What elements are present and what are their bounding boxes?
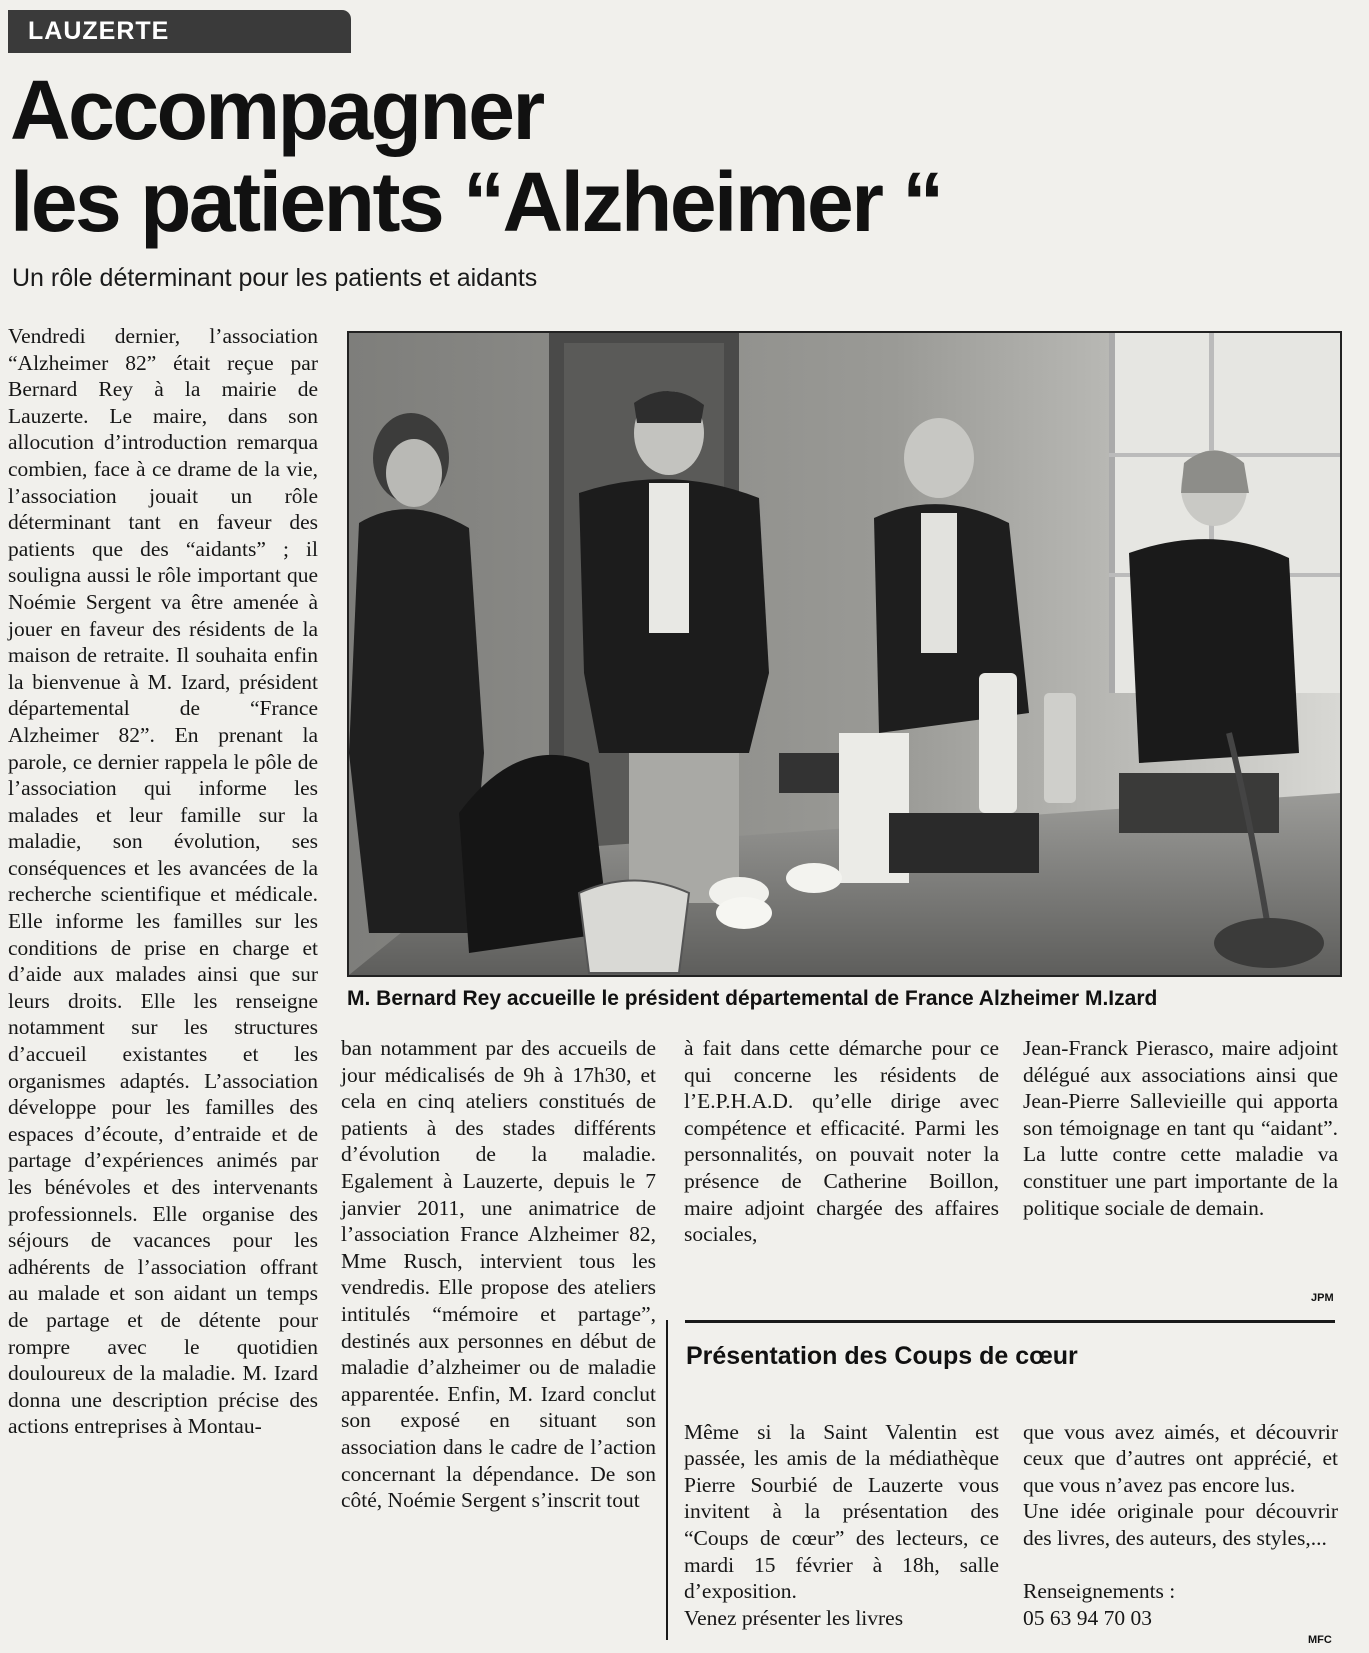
section-divider-vertical [666,1320,668,1640]
headline [10,64,1010,248]
second-article-signature: MFC [1308,1634,1332,1646]
section-divider-horizontal [685,1320,1335,1323]
info-label: Renseignements : [1023,1579,1176,1604]
rubric-label: LAUZERTE [28,17,170,45]
headline-line-1: Accompagner [10,63,543,157]
second-article-title: Présentation des Coups de cœur [686,1342,1078,1370]
second-article-text-1: Même si la Saint Valentin est passée, les amis de la médiathèque Pierre Sourbié de Lauzerte vous invitent à la présentation des “Coups de cœur” des lecteurs, ce mardi 15 février à 18h, salle d’exposition. Venez présenter les livres [684,1419,999,1630]
main-article-column-4: Jean-Franck Pierasco, maire adjoint délégué aux associations ainsi que Jean-Pierre Sallevieille qui apporta son témoignage en tant qu “aidant”. La lutte contre cette maladie va constituer une part importante de la politique sociale de demain. [1023,1036,1338,1220]
article-deck: Un rôle déterminant pour les patients et aidants [12,264,538,292]
second-article-column-2 [1023,1392,1338,1631]
second-article-column-1 [684,1392,999,1631]
main-article-column-1: Vendredi dernier, l’association “Alzheimer 82” était reçue par Bernard Rey à la mairie de Lauzerte. Le maire, dans son allocution d’introduction remarqua combien, face à ce drame de la vie, l’association jouait un rôle déterminant tant en faveur des patients que des “aidants” ; il souligna aussi le rôle important que Noémie Sergent va être amenée à jouer en faveur des résidents de la maison de retraite. Il souhaita enfin la bienvenue à M. Izard, président départemental de “France Alzheimer 82”. En prenant la parole, ce dernier rappela le pôle de l’association qui informe les malades et leur famille sur la maladie, son évolution, ses conséquences et les avancées de la recherche scientifique et médicale. Elle informe les familles sur les conditions de prise en charge et d’aide aux malades ainsi que sur leurs droits. Elle les renseigne notamment sur les structures d’accueil existantes et les organismes adaptés. L’association développe pour les familles des espaces d’écoute, d’entraide et de partage d’expériences animés par les bénévoles et des intervenants professionnels. Elle organise des séjours de vacances pour les adhérents de l’association offrant au malade et son aidant un temps de partage et de détente pour rompre avec le quotidien douloureux de la maladie. M. Izard donna une description précise des actions entreprises à Montau- [8,324,318,1439]
headline-line-2: les patients “Alzheimer “ [10,155,942,249]
article-photo [347,331,1342,977]
photo-illustration [349,333,1340,975]
info-phone: 05 63 94 70 03 [1023,1605,1152,1630]
main-article-column-2: ban notamment par des accueils de jour médicalisés de 9h à 17h30, et cela en cinq ateliers constitués de patients à des stades différents d’évolution de la maladie. Egalement à Lauzerte, depuis le 7 janvier 2011, une animatrice de l’association France Alzheimer 82, Mme Rusch, intervient tous les vendredis. Elle propose des ateliers intitulés “mémoire et partage”, destinés aux personnes en début de maladie d’alzheimer ou de maladie apparentée. Enfin, M. Izard conclut son exposé en situant son association dans le cadre de l’action concernant la dépendance. De son côté, Noémie Sergent s’inscrit tout [341,1036,656,1513]
photo-caption: M. Bernard Rey accueille le président départemental de France Alzheimer M.Izard [347,987,1158,1010]
section-rubric [8,10,351,53]
main-article-column-3: à fait dans cette démarche pour ce qui concerne les résidents de l’E.P.H.A.D. qu’elle dirige avec compétence et efficacité. Parmi les personnalités, on pouvait noter la présence de Catherine Boillon, maire adjoint chargée des affaires sociales, [684,1036,999,1247]
second-article-text-2: que vous avez aimés, et découvrir ceux que d’autres ont apprécié, et que vous n’avez pas encore lus. Une idée originale pour découvrir des livres, des auteurs, des styles,... [1023,1419,1338,1550]
main-article-signature: JPM [1311,1292,1334,1304]
